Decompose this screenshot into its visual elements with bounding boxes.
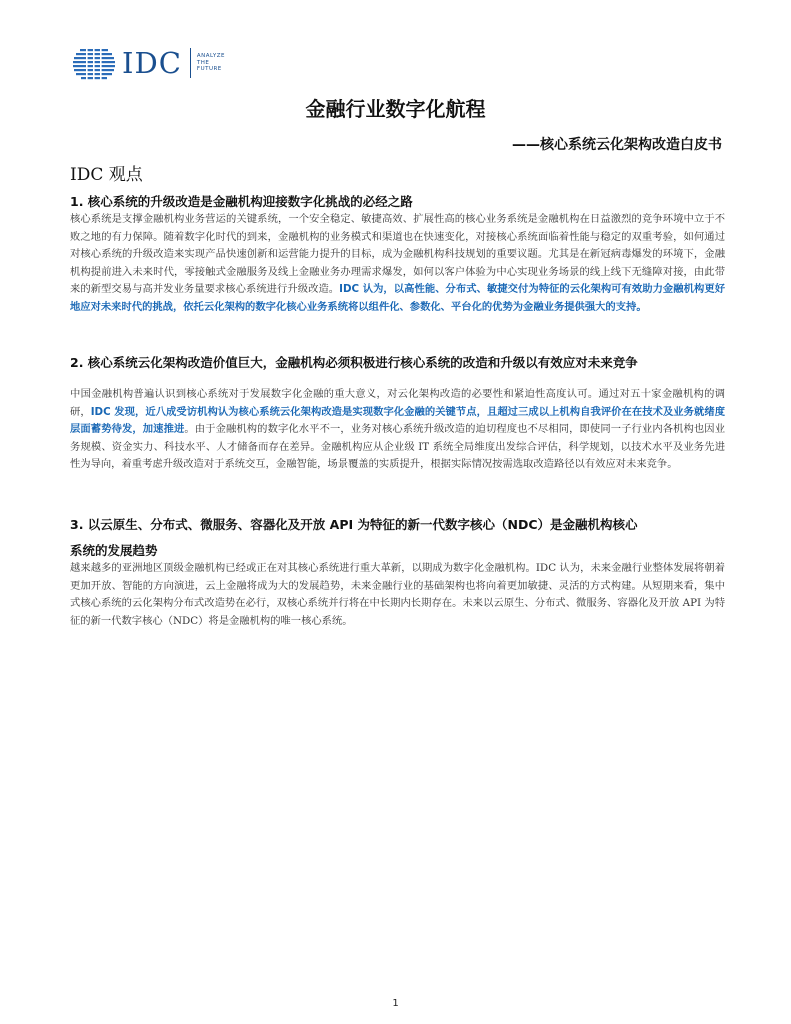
- logo-divider: [190, 48, 191, 78]
- logo-tagline: [197, 53, 225, 73]
- document-title: 金融行业数字化航程: [305, 97, 486, 121]
- section-heading: IDC 观点: [70, 165, 143, 185]
- logo-wordmark: IDC: [122, 46, 182, 80]
- idc-logo: [72, 46, 225, 80]
- section-2-highlight: IDC 发现，近八成受访机构认为核心系统云化架构改造是实现数字化金融的关键节点，且超过三成以上机构自我评价在在技术及业务就绪度层面蓄势待发，加速推进: [70, 405, 726, 435]
- section-2-heading: 2. 核心系统云化架构改造价值巨大，金融机构必须积极进行核心系统的改造和升级以有效应对未来竞争: [70, 355, 638, 370]
- page-number: 1: [392, 998, 399, 1009]
- section-3-heading: 3. 以云原生、分布式、微服务、容器化及开放 API 为特征的新一代数字核心（NDC）是金融机构核心: [70, 517, 638, 532]
- section-3-heading-line2: 系统的发展趋势: [70, 543, 158, 558]
- section-1-paragraph: [70, 211, 725, 316]
- section-1-text: 核心系统是支撑金融机构业务营运的关键系统，一个安全稳定、敏捷高效、扩展性高的核心业务系统是金融机构在日益激烈的竞争环境中立于不败之地的有力保障。随着数字化时代的到来，金融机构的业务模式和渠道也在快速变化，对接核心系统面临着性能与稳定的双重考验，如何通过对核心系统的升级改造来实现产品快速创新和运营能力提升的目标，成为金融机构科技规划的重要议题。尤其是在新冠病毒爆发的环境下，金融机构提前进入未来时代，零接触式金融服务及线上金融业务办理需求爆发，如何以客户体验为中心实现业务场景的线上线下无缝障对接，由此带来的新型交易与高并发业务量要求核心系统进行升级改造。: [70, 213, 725, 295]
- section-3-text: 越来越多的亚洲地区顶级金融机构已经或正在对其核心系统进行重大革新，以期成为数字化金融机构。IDC 认为，未来金融行业整体发展将朝着更加开放、智能的方向演进，云上金融将成为大的发展趋势，未来金融行业的基础架构也将向着更加敏捷、灵活的方式构建。从短期来看，集中式核心系统的云化架构分布式改造势在必行，双核心系统并行将在中长期内长期存在。未来以云原生、分布式、微服务、容器化及开放 API 为特征的新一代数字核心（NDC）将是金融机构的唯一核心系统。: [70, 562, 725, 627]
- logo-tagline-line: ANALYZE: [196, 53, 225, 60]
- idc-globe-icon: [72, 46, 116, 80]
- section-3-paragraph: [70, 560, 725, 630]
- section-1-heading: 1. 核心系统的升级改造是金融机构迎接数字化挑战的必经之路: [70, 194, 413, 209]
- document-subtitle: ——核心系统云化架构改造白皮书: [512, 137, 722, 153]
- section-2-text-before: 中国金融机构普遍认识到核心系统对于发展数字化金融的重大意义，对云化架构改造的必要性和紧迫性高度认可。通过对五十家金融机构的调研，: [70, 388, 725, 418]
- logo-tagline-line: FUTURE: [196, 66, 222, 73]
- section-1-highlight: IDC 认为，以高性能、分布式、敏捷交付为特征的云化架构可有效助力金融机构更好地应对未来时代的挑战，依托云化架构的数字化核心业务系统将以组件化、参数化、平台化的优势为金融业务提供强大的支持。: [70, 283, 725, 313]
- logo-tagline-line: THE: [196, 59, 210, 66]
- section-2-paragraph: [70, 386, 725, 474]
- section-2-text-after: 。由于金融机构的数字化水平不一，业务对核心系统升级改造的迫切程度也不尽相同，即使同一子行业内各机构也因业务规模、资金实力、科技水平、人才储备而存在差异。金融机构应从企业级 IT 系统全局维度出发综合评估，科学规划，以技术水平及业务先进性为导向，着重考虑升级改造对于系统交互，金融智能，场景覆盖的实质提升，根据实际情况按需选取改造路径以有效应对未来竞争。: [70, 423, 726, 470]
